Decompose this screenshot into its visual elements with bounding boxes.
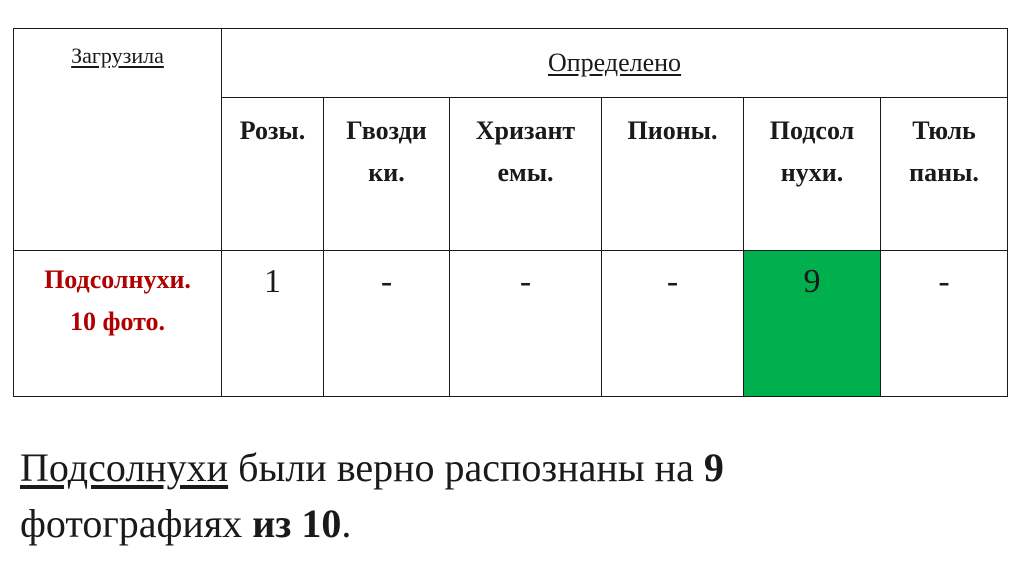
summary-text xyxy=(20,440,1000,552)
detected-header-cell xyxy=(222,29,1008,98)
summary-part1: были верно распознаны на xyxy=(228,445,704,490)
uploaded-header: Загрузила xyxy=(71,43,164,68)
column-header-text: емы. xyxy=(497,158,554,187)
value-cell-tulips: - xyxy=(881,251,1008,397)
column-header-text: ки. xyxy=(368,158,405,187)
summary-number: 9 xyxy=(703,445,724,490)
column-header-peonies xyxy=(602,98,744,251)
column-header-text: паны. xyxy=(909,158,979,187)
column-header-text: Тюль xyxy=(912,116,976,145)
uploaded-header-cell xyxy=(14,29,222,251)
value-cell-roses: 1 xyxy=(222,251,324,397)
results-table xyxy=(13,28,1008,397)
summary-subject: Подсолнухи xyxy=(20,445,229,490)
summary-end: . xyxy=(341,501,352,546)
column-header-tulips xyxy=(881,98,1008,251)
value-cell-peonies: - xyxy=(602,251,744,397)
value-cell-carnations: - xyxy=(324,251,450,397)
column-header-chrysanthemums xyxy=(450,98,602,251)
summary-total: из 10 xyxy=(252,501,342,546)
column-header-text: Розы. xyxy=(239,116,306,145)
value-cell-sunflowers: 9 xyxy=(744,251,881,397)
summary-part2: фотографиях xyxy=(20,501,253,546)
column-header-roses xyxy=(222,98,324,251)
value-cell-chrysanthemums: - xyxy=(450,251,602,397)
column-header-text: Подсол xyxy=(769,116,855,145)
row-label-line: 10 фото. xyxy=(69,307,166,336)
column-header-sunflowers xyxy=(744,98,881,251)
row-label-sunflowers xyxy=(14,251,222,397)
column-header-text: Хризант xyxy=(475,116,576,145)
column-header-text: Пионы. xyxy=(627,116,718,145)
column-header-text: нухи. xyxy=(780,158,844,187)
column-header-carnations xyxy=(324,98,450,251)
column-header-text: Гвозди xyxy=(346,116,427,145)
detected-header: Определено xyxy=(547,48,682,77)
row-label-line: Подсолнухи. xyxy=(44,265,191,294)
